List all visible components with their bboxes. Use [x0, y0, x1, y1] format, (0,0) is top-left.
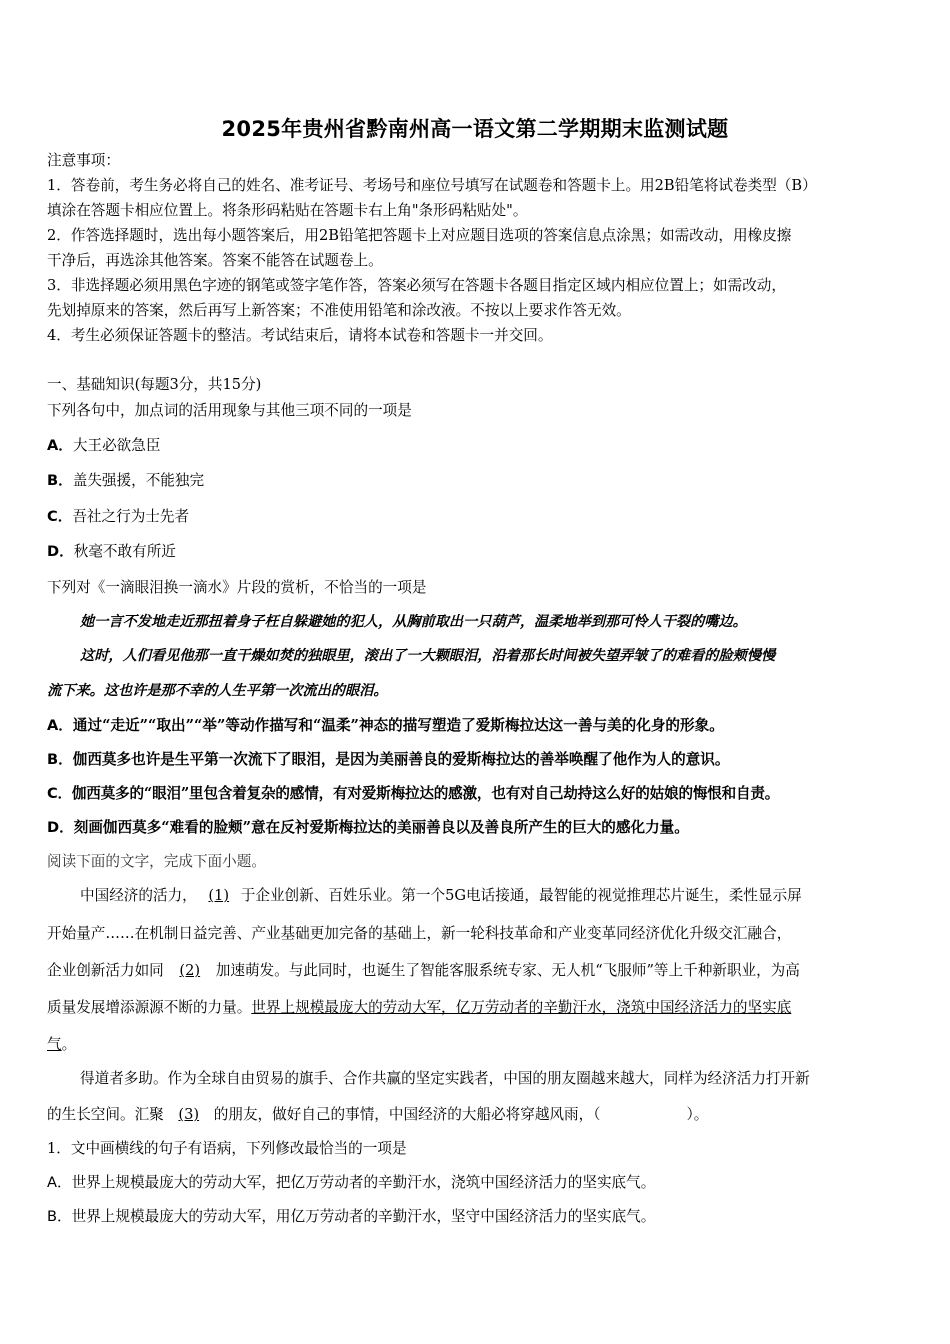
reading-intro: 阅读下面的文字，完成下面小题。: [47, 853, 266, 870]
option-label: A．: [47, 437, 73, 454]
option-c: [47, 784, 779, 804]
underlined-sentence: 世界上规模最庞大的劳动大军，亿万劳动者的辛勤汗水，浇筑中国经济活力的坚实底: [251, 999, 792, 1016]
option-label: A．: [47, 1174, 72, 1191]
option-label: C．: [47, 785, 72, 802]
page-title: 2025年贵州省黔南州高一语文第二学期期末监测试题: [221, 117, 729, 141]
option-a: [47, 1173, 655, 1193]
option-text: 通过“走近”“取出”“举”等动作描写和“温柔”神态的描写塑造了爱斯梅拉达这一善与美的化身的形象。: [72, 717, 724, 734]
option-c: [47, 507, 189, 527]
option-label: C．: [47, 508, 73, 525]
notice-line: 1．答卷前，考生务必将自己的姓名、准考证号、考场号和座位号填写在试题卷和答题卡上。用2B铅笔将试卷类型（B）: [47, 177, 817, 194]
question-stem: 1．文中画横线的句子有语病，下列修改最恰当的一项是: [47, 1140, 407, 1157]
option-b: [47, 1207, 655, 1227]
option-label: A．: [47, 717, 73, 734]
text-span: 质量发展增添源源不断的力量。: [47, 999, 252, 1016]
option-text: 刻画伽西莫多“难看的脸颊”意在反衬爱斯梅拉达的美丽善良以及善良所产生的巨大的感化力量。: [73, 819, 689, 836]
text-span: 于企业创新、百姓乐业。第一个5G电话接通，最智能的视觉推理芯片诞生，柔性显示屏: [240, 887, 802, 904]
passage-line: 流下来。这也许是那不幸的人生平第一次流出的眼泪。: [47, 683, 388, 699]
option-label: D．: [47, 543, 74, 560]
option-a: [47, 436, 160, 456]
text-span: 的朋友，做好自己的事情，中国经济的大船必将穿越风雨，（: [213, 1106, 601, 1123]
notice-line: 先划掉原来的答案，然后再写上新答案；不准使用铅笔和涂改液。不按以上要求作答无效。: [47, 302, 631, 319]
option-text: 盖失强援，不能独完: [72, 472, 205, 489]
option-text: 吾社之行为士先者: [72, 508, 190, 525]
blank-3: (3): [178, 1106, 200, 1123]
notice-line: 2．作答选择题时，选出每小题答案后，用2B铅笔把答题卡上对应题目选项的答案信息点涂黑；如需改动，用橡皮擦: [47, 227, 792, 244]
text-span: ）。: [686, 1106, 709, 1123]
option-label: D．: [47, 819, 74, 836]
blank-1: (1): [208, 887, 230, 904]
passage-line: 她一言不发地走近那扭着身子枉自躲避她的犯人，从胸前取出一只葫芦，温柔地举到那可怜人干裂的嘴边。: [80, 614, 747, 630]
option-text: 秋毫不敢有所近: [73, 543, 176, 560]
paragraph-line: [47, 961, 800, 981]
question-stem: 下列各句中，加点词的活用现象与其他三项不同的一项是: [47, 402, 412, 419]
option-label: B．: [47, 1208, 72, 1225]
paragraph-line: [47, 998, 791, 1018]
option-d: [47, 542, 176, 562]
text-span: 的生长空间。汇聚: [47, 1106, 164, 1123]
paragraph-line: [80, 886, 802, 906]
text-span: 中国经济的活力，: [80, 887, 197, 904]
text-span: 企业创新活力如同: [47, 962, 164, 979]
notice-line: 4．考生必须保证答题卡的整洁。考试结束后，请将本试卷和答题卡一并交回。: [47, 327, 553, 344]
option-text: 伽西莫多的“眼泪”里包含着复杂的感情，有对爱斯梅拉达的感激，也有对自己劫持这么好的姑娘的悔恨和自责。: [71, 785, 780, 802]
paragraph-line: 开始量产……在机制日益完善、产业基础更加完备的基础上，新一轮科技革命和产业变革同经济优化升级交汇融合，: [47, 925, 792, 942]
option-b: [47, 471, 204, 491]
section-heading: 一、基础知识(每题3分，共15分): [47, 376, 262, 393]
question-stem: 下列对《一滴眼泪换一滴水》片段的赏析，不恰当的一项是: [47, 579, 427, 596]
option-d: [47, 818, 689, 838]
passage-line: 这时，人们看见他那一直干燥如焚的独眼里，滚出了一大颗眼泪，沿着那长时间被失望弄皱了的难看的脸颊慢慢: [80, 648, 776, 664]
notice-heading: 注意事项：: [47, 152, 120, 169]
paragraph-line: [47, 1035, 76, 1055]
text-span: 。: [61, 1036, 77, 1053]
text-span: 加速萌发。与此同时，也诞生了智能客服系统专家、无人机“飞服师”等上千种新职业，为高: [215, 962, 800, 979]
option-text: 世界上规模最庞大的劳动大军，把亿万劳动者的辛勤汗水，浇筑中国经济活力的坚实底气。: [71, 1174, 656, 1191]
blank-2: (2): [179, 962, 201, 979]
notice-line: 填涂在答题卡相应位置上。将条形码粘贴在答题卡右上角"条形码粘贴处"。: [47, 202, 528, 219]
option-text: 世界上规模最庞大的劳动大军，用亿万劳动者的辛勤汗水，坚守中国经济活力的坚实底气。: [71, 1208, 656, 1225]
notice-line: 干净后，再选涂其他答案。答案不能答在试题卷上。: [47, 252, 383, 269]
option-label: B．: [47, 751, 73, 768]
paragraph-line: 得道者多助。作为全球自由贸易的旗手、合作共赢的坚定实践者，中国的朋友圈越来越大，同样为经济活力打开新: [80, 1070, 810, 1087]
option-text: 伽西莫多也许是生平第一次流下了眼泪，是因为美丽善良的爱斯梅拉达的善举唤醒了他作为人的意识。: [72, 751, 730, 768]
paragraph-line: [47, 1105, 708, 1125]
option-a: [47, 716, 724, 736]
option-b: [47, 750, 729, 770]
underlined-sentence: 气: [47, 1036, 62, 1053]
option-label: B．: [47, 472, 73, 489]
notice-line: 3．非选择题必须用黑色字迹的钢笔或签字笔作答，答案必须写在答题卡各题目指定区域内相应位置上；如需改动，: [47, 277, 786, 294]
option-text: 大王必欲急臣: [72, 437, 161, 454]
